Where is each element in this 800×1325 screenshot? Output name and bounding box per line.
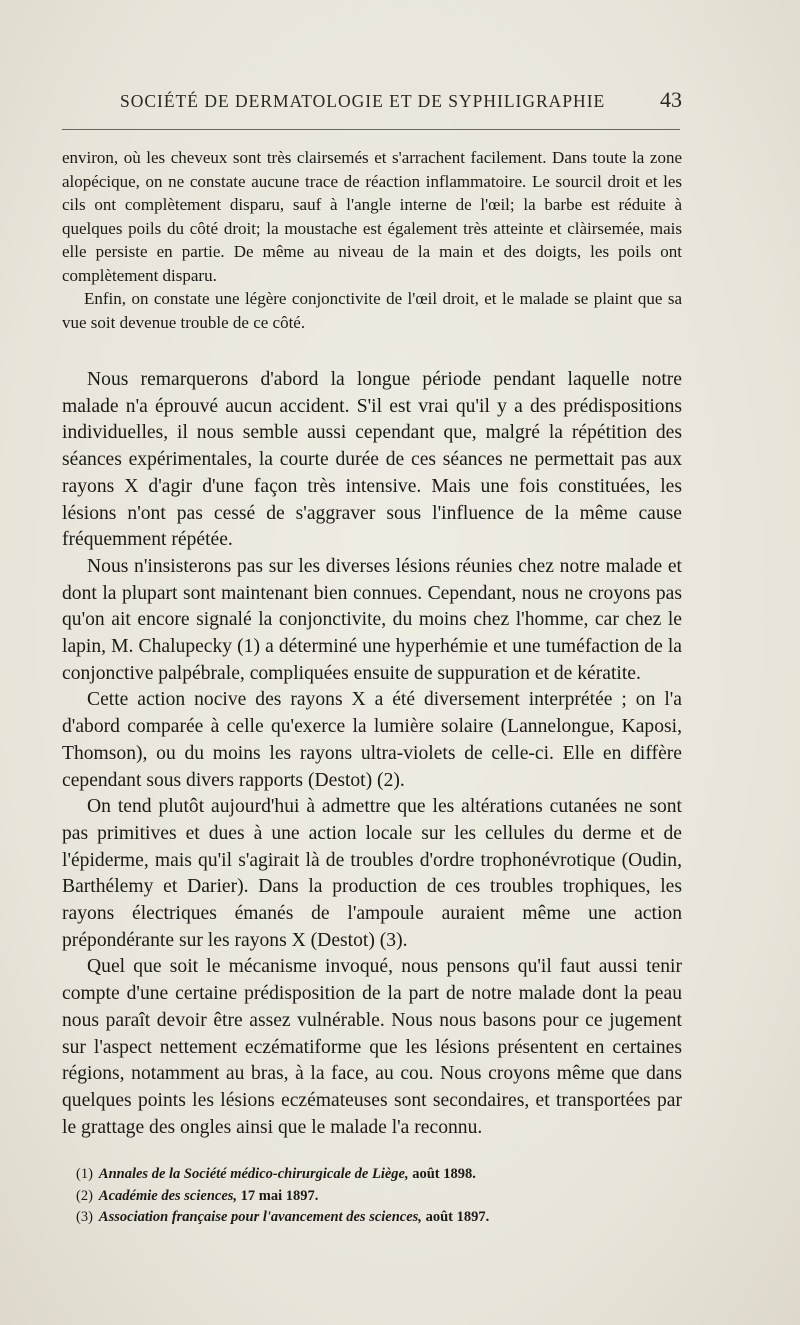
- paragraph: Cette action nocive des rayons X a été diversement interprétée ; on l'a d'abord comparée à celle qu'exerce la lumière solaire (Lannelongue, Kaposi, Thomson), ou du moins les rayons ultra-violets de celle-ci. Elle en diffère cependant sous divers rapports (Destot) (2).: [62, 689, 682, 791]
- footnote: [76, 1207, 682, 1229]
- footnote-title: Académie des sciences,: [98, 1187, 238, 1204]
- paragraph: Quel que soit le mécanisme invoqué, nous pensons qu'il faut aussi tenir compte d'une certaine prédisposition de la part de notre malade dont la peau nous paraît devoir être assez vulnérable. Nous nous basons pour ce jugement sur l'aspect nettement eczématiforme que les lésions présentent en certaines régions, notamment au bras, à la face, au cou. Nous croyons même que dans quelques points les lésions eczémateuses sont secondaires, et transportées par le grattage des ongles ainsi que le malade l'a reconnu.: [62, 956, 682, 1138]
- footnote-number: (2): [76, 1187, 93, 1204]
- footnote: [76, 1186, 682, 1208]
- page-number: 43: [660, 87, 682, 112]
- footnote-date: août 1897.: [425, 1209, 490, 1225]
- footnote-number: (1): [76, 1166, 93, 1182]
- footnote-title: Association française pour l'avancement des sciences,: [98, 1209, 422, 1225]
- discussion-text: [62, 367, 682, 1141]
- footnote-date: 17 mai 1897.: [240, 1187, 319, 1204]
- paragraph: environ, où les cheveux sont très clairsemés et s'arrachent facilement. Dans toute la zone alopécique, on ne constate aucune trace de réaction inflammatoire. Le sourcil droit et les cils ont complètement disparu, sauf à l'angle interne de l'œil; la barbe est réduite à quelques poils du côté droit; la moustache est également très atteinte et clàirsemée, mais elle persiste en partie. De même au niveau de la main et des doigts, les poils ont complètement disparu.: [62, 148, 682, 285]
- footnote-title: Annales de la Société médico-chirurgicale de Liège,: [98, 1166, 409, 1182]
- paragraph: Nous n'insisterons pas sur les diverses lésions réunies chez notre malade et dont la plupart sont maintenant bien connues. Cependant, nous ne croyons pas qu'on ait encore signalé la conjonctivite, du moins chez l'homme, car chez le lapin, M. Chalupecky (1) a déterminé une hyperhémie et une tuméfaction de la conjonctive palpébrale, compliquées ensuite de suppuration et de kératite.: [62, 555, 682, 684]
- footnote-number: (3): [76, 1209, 93, 1225]
- paragraph: Enfin, on constate une légère conjonctivite de l'œil droit, et le malade se plaint que sa vue soit devenue trouble de ce côté.: [62, 289, 682, 332]
- case-report-text: [62, 146, 682, 334]
- paragraph: On tend plutôt aujourd'hui à admettre que les altérations cutanées ne sont pas primitives et dues à une action locale sur les cellules du derme et de l'épiderme, mais qu'il s'agirait là de troubles d'ordre trophonévrotique (Oudin, Barthélemy et Darier). Dans la production de ces troubles trophiques, les rayons électriques émanés de l'ampoule auraient même une action prépondérante sur les rayons X (Destot) (3).: [62, 796, 682, 951]
- running-head: [62, 87, 682, 115]
- footnotes: [76, 1164, 682, 1229]
- header-rule: [62, 129, 680, 130]
- footnote: [76, 1164, 682, 1186]
- running-title: SOCIÉTÉ DE DERMATOLOGIE ET DE SYPHILIGRAPHIE: [120, 91, 606, 111]
- paragraph: Nous remarquerons d'abord la longue période pendant laquelle notre malade n'a éprouvé aucun accident. S'il est vrai qu'il y a des prédispositions individuelles, il nous semble aussi cependant que, malgré la répétition des séances expérimentales, la courte durée de ces séances ne permettait pas aux rayons X d'agir d'une façon très intensive. Mais une fois constituées, les lésions n'ont pas cessé de s'aggraver sous l'influence de la même cause fréquemment répétée.: [62, 369, 682, 551]
- footnote-date: août 1898.: [412, 1166, 476, 1182]
